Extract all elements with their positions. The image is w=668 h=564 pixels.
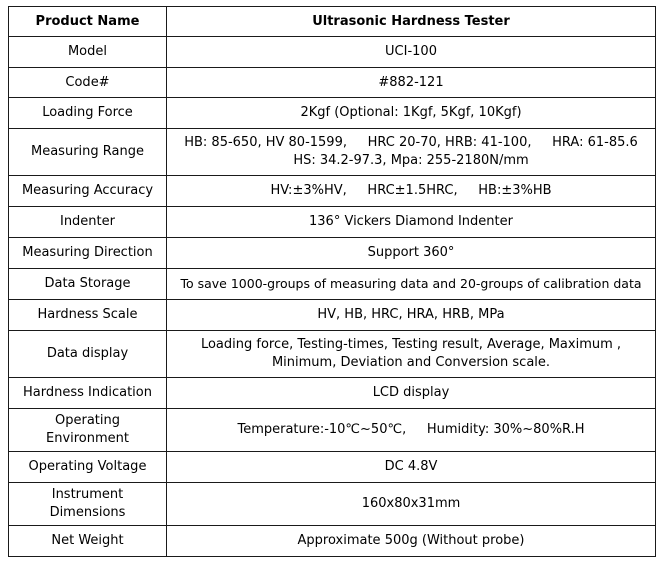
table-row-operating-voltage (9, 452, 656, 483)
measuring-range-value-line2: HS: 34.2-97.3, Mpa: 255-2180N/mm (293, 153, 529, 168)
loading-force-label: Loading Force (9, 98, 167, 129)
measuring-range-value (167, 129, 656, 176)
instrument-dimensions-label-line2: Dimensions (49, 505, 126, 520)
measuring-direction-value: Support 360° (167, 238, 656, 269)
instrument-dimensions-value: 160x80x31mm (167, 483, 656, 526)
operating-environment-label (9, 409, 167, 452)
loading-force-value: 2Kgf (Optional: 1Kgf, 5Kgf, 10Kgf) (167, 98, 656, 129)
code-value: #882-121 (167, 68, 656, 98)
table-row-loading-force (9, 98, 656, 129)
net-weight-value: Approximate 500g (Without probe) (167, 526, 656, 557)
indenter-label: Indenter (9, 207, 167, 238)
hardness-indication-label: Hardness Indication (9, 378, 167, 409)
instrument-dimensions-label-line1: Instrument (51, 487, 124, 502)
table-row-hardness-indication (9, 378, 656, 409)
data-storage-label: Data Storage (9, 269, 167, 300)
indenter-value: 136° Vickers Diamond Indenter (167, 207, 656, 238)
table-row-operating-environment (9, 409, 656, 452)
table-row-data-display (9, 331, 656, 378)
spec-table (8, 6, 656, 557)
model-label: Model (9, 37, 167, 68)
operating-voltage-label: Operating Voltage (9, 452, 167, 483)
measuring-direction-label: Measuring Direction (9, 238, 167, 269)
measuring-range-label: Measuring Range (9, 129, 167, 176)
product-name-label: Product Name (9, 7, 167, 37)
data-display-value (167, 331, 656, 378)
table-row-indenter (9, 207, 656, 238)
net-weight-label: Net Weight (9, 526, 167, 557)
model-value: UCI-100 (167, 37, 656, 68)
table-row-measuring-range (9, 129, 656, 176)
table-row-measuring-direction (9, 238, 656, 269)
measuring-accuracy-value: HV:±3%HV, HRC±1.5HRC, HB:±3%HB (167, 176, 656, 207)
operating-environment-label-line2: Environment (45, 431, 129, 446)
data-storage-value: To save 1000-groups of measuring data and 20-groups of calibration data (167, 269, 656, 300)
table-row-data-storage (9, 269, 656, 300)
hardness-scale-value: HV, HB, HRC, HRA, HRB, MPa (167, 300, 656, 331)
hardness-scale-label: Hardness Scale (9, 300, 167, 331)
data-display-value-line1: Loading force, Testing-times, Testing result, Average, Maximum , (200, 337, 622, 352)
table-row-product-name (9, 7, 656, 37)
operating-environment-value: Temperature:-10℃~50℃, Humidity: 30%~80%R.H (167, 409, 656, 452)
instrument-dimensions-label (9, 483, 167, 526)
table-row-hardness-scale (9, 300, 656, 331)
table-row-model (9, 37, 656, 68)
table-row-measuring-accuracy (9, 176, 656, 207)
data-display-label: Data display (9, 331, 167, 378)
table-row-instrument-dimensions (9, 483, 656, 526)
operating-voltage-value: DC 4.8V (167, 452, 656, 483)
table-row-code (9, 68, 656, 98)
measuring-accuracy-label: Measuring Accuracy (9, 176, 167, 207)
measuring-range-value-line1: HB: 85-650, HV 80-1599, HRC 20-70, HRB: 41-100, HRA: 61-85.6 (184, 135, 638, 150)
code-label: Code# (9, 68, 167, 98)
operating-environment-label-line1: Operating (55, 413, 120, 428)
data-display-value-line2: Minimum, Deviation and Conversion scale. (271, 355, 551, 370)
table-row-net-weight (9, 526, 656, 557)
product-name-value: Ultrasonic Hardness Tester (167, 7, 656, 37)
hardness-indication-value: LCD display (167, 378, 656, 409)
